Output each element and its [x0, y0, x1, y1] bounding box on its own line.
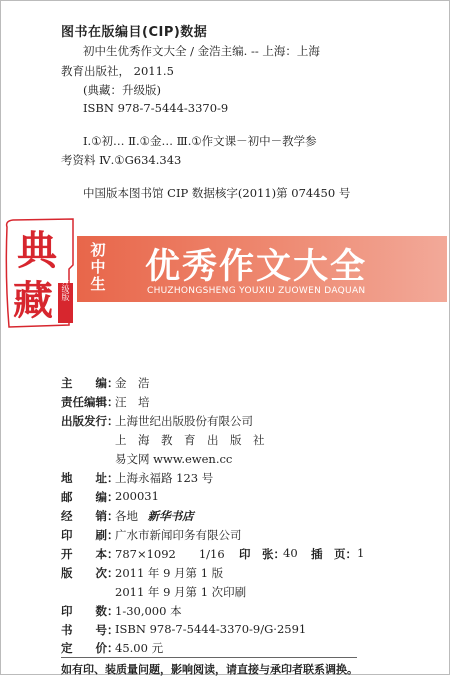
plates-label: 插 页：	[311, 547, 357, 561]
distributor-text: 各地	[115, 509, 138, 523]
divider-line	[61, 657, 357, 658]
postcode-label: 邮 编：	[61, 490, 119, 504]
copies-value: 1-30,000 本	[115, 604, 182, 618]
cip-classification: Ⅰ.①初… Ⅱ.①金… Ⅲ.①作文课－初中－教学参	[83, 134, 317, 148]
collection-logo	[3, 217, 75, 329]
printing-value: 2011 年 9 月第 1 次印刷	[115, 585, 247, 599]
book-title-pinyin: CHUZHONGSHENG YOUXIU ZUOWEN DAQUAN	[147, 286, 366, 296]
publisher-line-2: 上 海 教 育 出 版 社	[115, 433, 265, 447]
distributor-value	[115, 508, 194, 524]
title-banner	[77, 236, 447, 302]
sheets-value: 40	[283, 546, 298, 560]
copies-label: 印 数：	[61, 604, 119, 618]
publisher-label: 出版发行：	[61, 414, 119, 428]
quality-notice: 如有印、装质量问题，影响阅读，请直接与承印者联系调换。	[61, 663, 358, 676]
responsible-editor-value: 汪 培	[115, 395, 150, 409]
cip-line-3: (典藏：升级版)	[83, 83, 161, 97]
sheets-label: 印 张：	[239, 547, 285, 561]
publisher-website: 易文网 www.ewen.cc	[115, 452, 233, 466]
plates-value: 1	[357, 546, 365, 560]
address-value: 上海永福路 123 号	[115, 471, 214, 485]
publisher-line-1: 上海世纪出版股份有限公司	[115, 414, 253, 428]
price-value: 45.00 元	[115, 641, 164, 655]
editor-value: 金 浩	[115, 376, 150, 390]
printer-label: 印 刷：	[61, 528, 119, 542]
isbn-label: 书 号：	[61, 623, 119, 637]
xinhua-bookstore-mark: 新华书店	[147, 509, 194, 523]
edition-value: 2011 年 9 月第 1 版	[115, 566, 224, 580]
format-value: 787×1092 1/16	[115, 547, 225, 561]
cip-line-2: 教育出版社， 2011.5	[61, 64, 174, 78]
cip-isbn: ISBN 978-7-5444-3370-9	[83, 101, 229, 115]
editor-label: 主 编：	[61, 376, 119, 390]
logo-badge: 升级版	[61, 277, 70, 301]
printer-value: 广水市新闻印务有限公司	[115, 528, 242, 542]
cip-record-number: 中国版本图书馆 CIP 数据核字(2011)第 074450 号	[83, 186, 351, 200]
isbn-value: ISBN 978-7-5444-3370-9/G·2591	[115, 622, 307, 636]
responsible-editor-label: 责任编辑：	[61, 395, 119, 409]
logo-char-dian: 典	[17, 227, 57, 274]
address-label: 地 址：	[61, 471, 119, 485]
logo-char-cang: 藏	[13, 277, 53, 324]
postcode-value: 200031	[115, 489, 159, 503]
price-label: 定 价：	[61, 641, 119, 655]
format-label: 开 本：	[61, 547, 119, 561]
cip-title: 图书在版编目(CIP)数据	[61, 25, 208, 40]
book-title: 优秀作文大全	[145, 247, 368, 287]
series-prefix: 初中生	[90, 241, 106, 293]
cip-classification-cont: 考资料 Ⅳ.①G634.343	[61, 153, 182, 167]
edition-label: 版 次：	[61, 566, 119, 580]
distributor-label: 经 销：	[61, 509, 119, 523]
cip-line-1: 初中生优秀作文大全 / 金浩主编. -- 上海：上海	[83, 44, 320, 58]
